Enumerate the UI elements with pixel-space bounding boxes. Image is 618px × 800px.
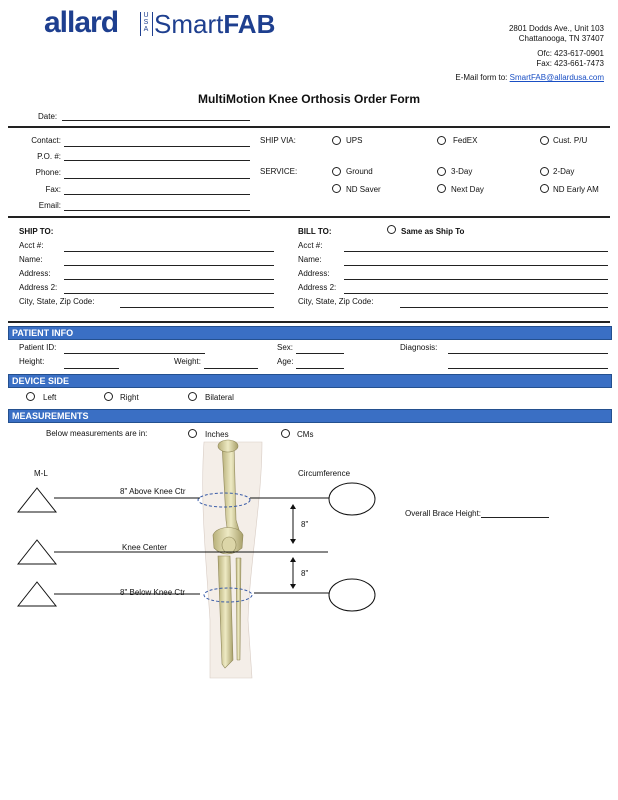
- address-line2: Chattanooga, TN 37407: [518, 34, 604, 43]
- weight-label: Weight:: [174, 357, 201, 366]
- units-cms-label: CMs: [297, 430, 314, 439]
- same-as-ship-to-radio[interactable]: [387, 225, 396, 234]
- measurements-header: [8, 409, 612, 423]
- phone-field[interactable]: [64, 178, 250, 179]
- above-knee-label: 8" Above Knee Ctr: [120, 487, 186, 496]
- diagnosis-field-2[interactable]: [448, 368, 608, 369]
- email-field-label: Email:: [38, 201, 61, 210]
- side-bilateral-label: Bilateral: [205, 393, 234, 402]
- po-field[interactable]: [64, 160, 250, 161]
- device-side-header: [8, 374, 612, 388]
- ship-via-ups-radio[interactable]: [332, 136, 341, 145]
- ship-via-pickup-label: Cust. P/U: [553, 136, 588, 145]
- divider-top: [8, 126, 610, 128]
- ship-to-name-field[interactable]: [64, 265, 274, 266]
- side-right-radio[interactable]: [104, 392, 113, 401]
- side-left-label: Left: [43, 393, 57, 402]
- knee-center-label: Knee Center: [122, 543, 167, 552]
- ship-via-label: SHIP VIA:: [260, 136, 296, 145]
- service-label: SERVICE:: [260, 167, 298, 176]
- logo-allard: allard: [44, 6, 119, 39]
- units-inches-label: Inches: [205, 430, 229, 439]
- service-ndearly-radio[interactable]: [540, 184, 549, 193]
- sex-field[interactable]: [296, 353, 344, 354]
- service-2day-label: 2-Day: [553, 167, 575, 176]
- bill-to-address-label: Address:: [298, 269, 330, 278]
- bill-to-address2-label: Address 2:: [298, 283, 337, 292]
- fax-field[interactable]: [64, 194, 250, 195]
- service-ndearly-label: ND Early AM: [553, 185, 599, 194]
- ship-to-csz-field[interactable]: [120, 307, 274, 308]
- overall-brace-height-field[interactable]: [481, 517, 549, 518]
- service-ndsaver-label: ND Saver: [346, 185, 381, 194]
- overall-brace-height-label: Overall Brace Height:: [405, 509, 482, 518]
- ship-to-address-field[interactable]: [64, 279, 274, 280]
- bill-to-name-field[interactable]: [344, 265, 608, 266]
- circumference-circle-below: [329, 579, 375, 611]
- units-label: Below measurements are in:: [46, 429, 148, 438]
- ship-via-fedex-label: FedEX: [453, 136, 478, 145]
- ship-to-title: SHIP TO:: [19, 227, 54, 236]
- ship-via-pickup-radio[interactable]: [540, 136, 549, 145]
- ship-to-address2-label: Address 2:: [19, 283, 58, 292]
- circumference-circle-above: [329, 483, 375, 515]
- units-cms-radio[interactable]: [281, 429, 290, 438]
- diagnosis-label: Diagnosis:: [400, 343, 438, 352]
- service-3day-radio[interactable]: [437, 167, 446, 176]
- service-3day-label: 3-Day: [451, 167, 473, 176]
- ship-via-ups-label: UPS: [346, 136, 363, 145]
- divider-mid: [8, 216, 610, 218]
- side-bilateral-radio[interactable]: [188, 392, 197, 401]
- bill-to-address-field[interactable]: [344, 279, 608, 280]
- height-field[interactable]: [64, 368, 119, 369]
- service-ndsaver-radio[interactable]: [332, 184, 341, 193]
- bill-to-csz-label: City, State, Zip Code:: [298, 297, 374, 306]
- service-ground-radio[interactable]: [332, 167, 341, 176]
- patient-id-label: Patient ID:: [19, 343, 57, 352]
- bill-to-acct-field[interactable]: [344, 251, 608, 252]
- service-2day-radio[interactable]: [540, 167, 549, 176]
- date-label: Date:: [38, 112, 58, 121]
- ml-label: M-L: [34, 469, 48, 478]
- same-as-ship-to-label: Same as Ship To: [401, 227, 465, 236]
- service-nextday-label: Next Day: [451, 185, 484, 194]
- bill-to-acct-label: Acct #:: [298, 241, 323, 250]
- ml-triangle-center: [18, 540, 56, 564]
- gap-upper-label: 8": [301, 520, 309, 529]
- ship-via-fedex-radio[interactable]: [437, 136, 446, 145]
- email-label: E-Mail form to:: [455, 73, 508, 82]
- contact-field[interactable]: [64, 146, 250, 147]
- bill-to-csz-field[interactable]: [400, 307, 608, 308]
- bill-to-name-label: Name:: [298, 255, 322, 264]
- contact-label: Contact:: [31, 136, 61, 145]
- circumference-label: Circumference: [298, 469, 351, 478]
- form-title: MultiMotion Knee Orthosis Order Form: [197, 92, 420, 106]
- phone-label: Phone:: [35, 168, 61, 177]
- logo-divider-right: [152, 12, 153, 36]
- logo-usa: [142, 12, 150, 33]
- logo-smartfab: SmartFAB: [154, 9, 276, 39]
- patient-info-header: [8, 326, 612, 340]
- divider-low: [8, 321, 610, 323]
- age-field[interactable]: [296, 368, 344, 369]
- po-label: P.O. #:: [37, 152, 61, 161]
- measurements-title: MEASUREMENTS: [12, 411, 89, 421]
- side-left-radio[interactable]: [26, 392, 35, 401]
- email-line: [455, 73, 604, 82]
- ship-to-address2-field[interactable]: [64, 293, 274, 294]
- email-link[interactable]: SmartFAB@allardusa.com: [509, 73, 604, 82]
- units-inches-radio[interactable]: [188, 429, 197, 438]
- ship-to-acct-label: Acct #:: [19, 241, 44, 250]
- below-dashed-loop: [204, 588, 252, 602]
- bill-to-title: BILL TO:: [298, 227, 332, 236]
- office-phone: Ofc: 423-617-0901: [537, 49, 604, 58]
- email-field[interactable]: [64, 210, 250, 211]
- gap-lower-label: 8": [301, 569, 309, 578]
- office-fax: Fax: 423-661-7473: [536, 59, 604, 68]
- address-line1: 2801 Dodds Ave., Unit 103: [508, 24, 604, 33]
- device-side-title: DEVICE SIDE: [12, 376, 70, 386]
- height-label: Height:: [19, 357, 45, 366]
- ship-to-acct-field[interactable]: [64, 251, 274, 252]
- ship-to-name-label: Name:: [19, 255, 43, 264]
- date-field[interactable]: [62, 120, 250, 121]
- side-right-label: Right: [120, 393, 139, 402]
- ship-to-csz-label: City, State, Zip Code:: [19, 297, 95, 306]
- ship-to-address-label: Address:: [19, 269, 51, 278]
- fax-label: Fax:: [45, 185, 61, 194]
- patient-id-field[interactable]: [64, 353, 205, 354]
- logo-usa-s: S: [143, 19, 149, 26]
- diagnosis-field[interactable]: [448, 353, 608, 354]
- above-dashed-loop: [198, 493, 250, 507]
- service-ground-label: Ground: [346, 167, 373, 176]
- logo-usa-u: U: [143, 12, 149, 19]
- logo-usa-a: A: [143, 26, 149, 33]
- weight-field[interactable]: [204, 368, 258, 369]
- bill-to-address2-field[interactable]: [344, 293, 608, 294]
- patient-info-title: PATIENT INFO: [12, 328, 74, 338]
- below-knee-label: 8" Below Knee Ctr: [120, 588, 186, 597]
- sex-label: Sex:: [277, 343, 294, 352]
- ml-triangle-below: [18, 582, 56, 606]
- service-nextday-radio[interactable]: [437, 184, 446, 193]
- age-label: Age:: [277, 357, 294, 366]
- ml-triangle-above: [18, 488, 56, 512]
- logo-divider: [140, 12, 141, 36]
